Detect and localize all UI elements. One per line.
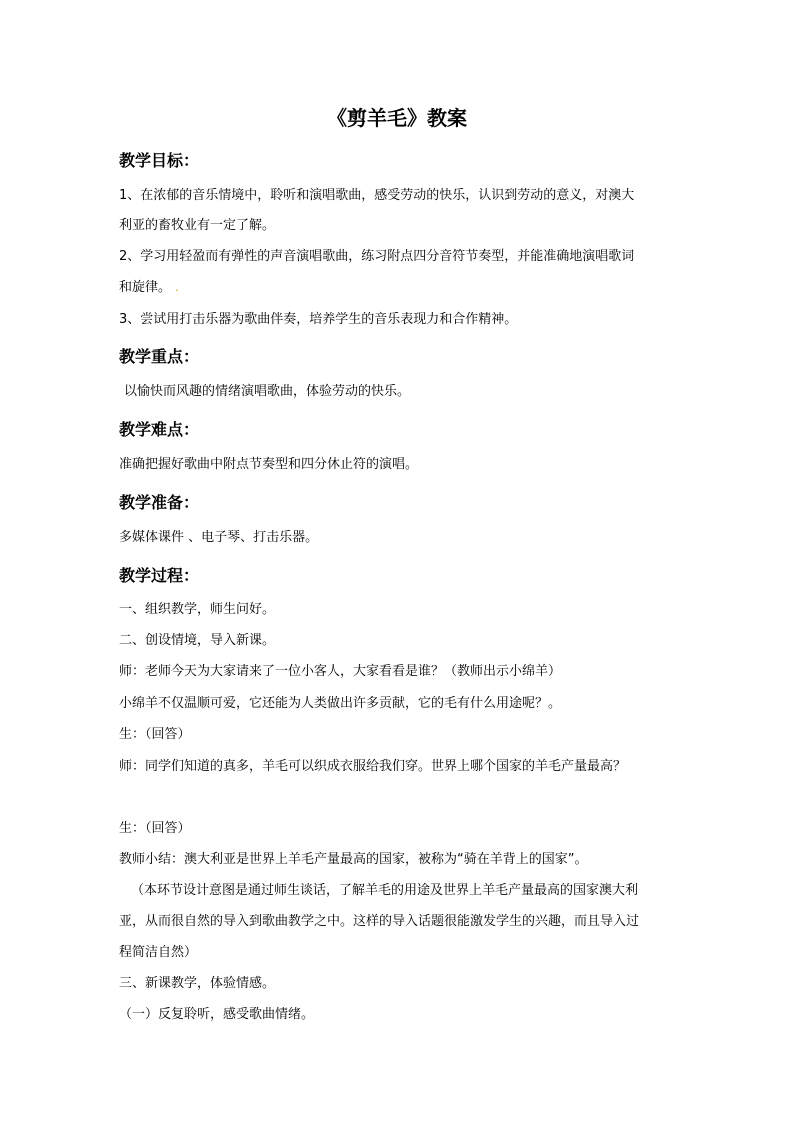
stray-mark: . bbox=[175, 281, 179, 294]
preparation-heading: 教学准备： bbox=[119, 493, 200, 512]
process-note-line-2: 亚，从而很自然的导入到歌曲教学之中。这样的导入话题很能激发学生的兴趣，而且导入过 bbox=[119, 914, 640, 929]
process-line-2: 二、创设情境，导入新课。 bbox=[119, 633, 276, 648]
process-line-5: 生：（回答） bbox=[119, 727, 191, 742]
objective-2-line-1: 2、学习用轻盈而有弹性的声音演唱歌曲，练习附点四分音符节奏型，并能准确地演唱歌词 bbox=[119, 249, 635, 264]
preparation-text: 多媒体课件 、电子琴、打击乐器。 bbox=[119, 530, 319, 545]
process-line-7: 生：（回答） bbox=[119, 821, 191, 836]
objective-1-line-1: 1、在浓郁的音乐情境中，聆听和演唱歌曲，感受劳动的快乐，认识到劳动的意义，对澳大 bbox=[119, 188, 635, 203]
process-note-line-1: （本环节设计意图是通过师生谈话，了解羊毛的用途及世界上羊毛产量最高的国家澳大利 bbox=[131, 883, 639, 898]
objective-3: 3、尝试用打击乐器为歌曲伴奏，培养学生的音乐表现力和合作精神。 bbox=[119, 312, 518, 327]
process-line-12: 三、新课教学，体验情感。 bbox=[119, 976, 276, 991]
objective-2-line-2 bbox=[119, 279, 179, 297]
difficulties-heading: 教学难点： bbox=[119, 420, 200, 439]
process-note-line-3: 程简洁自然） bbox=[119, 945, 198, 960]
process-line-3: 师：老师今天为大家请来了一位小客人，大家看看是谁？（教师出示小绵羊） bbox=[119, 664, 562, 679]
objectives-heading: 教学目标： bbox=[119, 151, 200, 170]
process-line-6: 师：同学们知道的真多，羊毛可以织成衣服给我们穿。世界上哪个国家的羊毛产量最高？ bbox=[119, 759, 627, 774]
process-line-4: 小绵羊不仅温顺可爱，它还能为人类做出许多贡献，它的毛有什么用途呢？。 bbox=[119, 696, 562, 711]
process-line-1: 一、组织教学，师生问好。 bbox=[119, 602, 276, 617]
process-line-13: （一）反复聆听，感受歌曲情绪。 bbox=[119, 1007, 315, 1022]
process-heading: 教学过程： bbox=[119, 566, 200, 585]
objective-2-line-2-text: 和旋律。 bbox=[119, 280, 172, 295]
process-line-8: 教师小结：澳大利亚是世界上羊毛产量最高的国家，被称为“骑在羊背上的国家”。 bbox=[119, 852, 588, 867]
document-title: 《剪羊毛》教案 bbox=[327, 106, 467, 130]
difficulties-text: 准确把握好歌曲中附点节奏型和四分休止符的演唱。 bbox=[119, 457, 419, 472]
key-points-heading: 教学重点： bbox=[119, 347, 200, 366]
objective-1-line-2: 利亚的畜牧业有一定了解。 bbox=[119, 218, 276, 233]
key-points-text: 以愉快而风趣的情绪演唱歌曲，体验劳动的快乐。 bbox=[124, 384, 411, 399]
